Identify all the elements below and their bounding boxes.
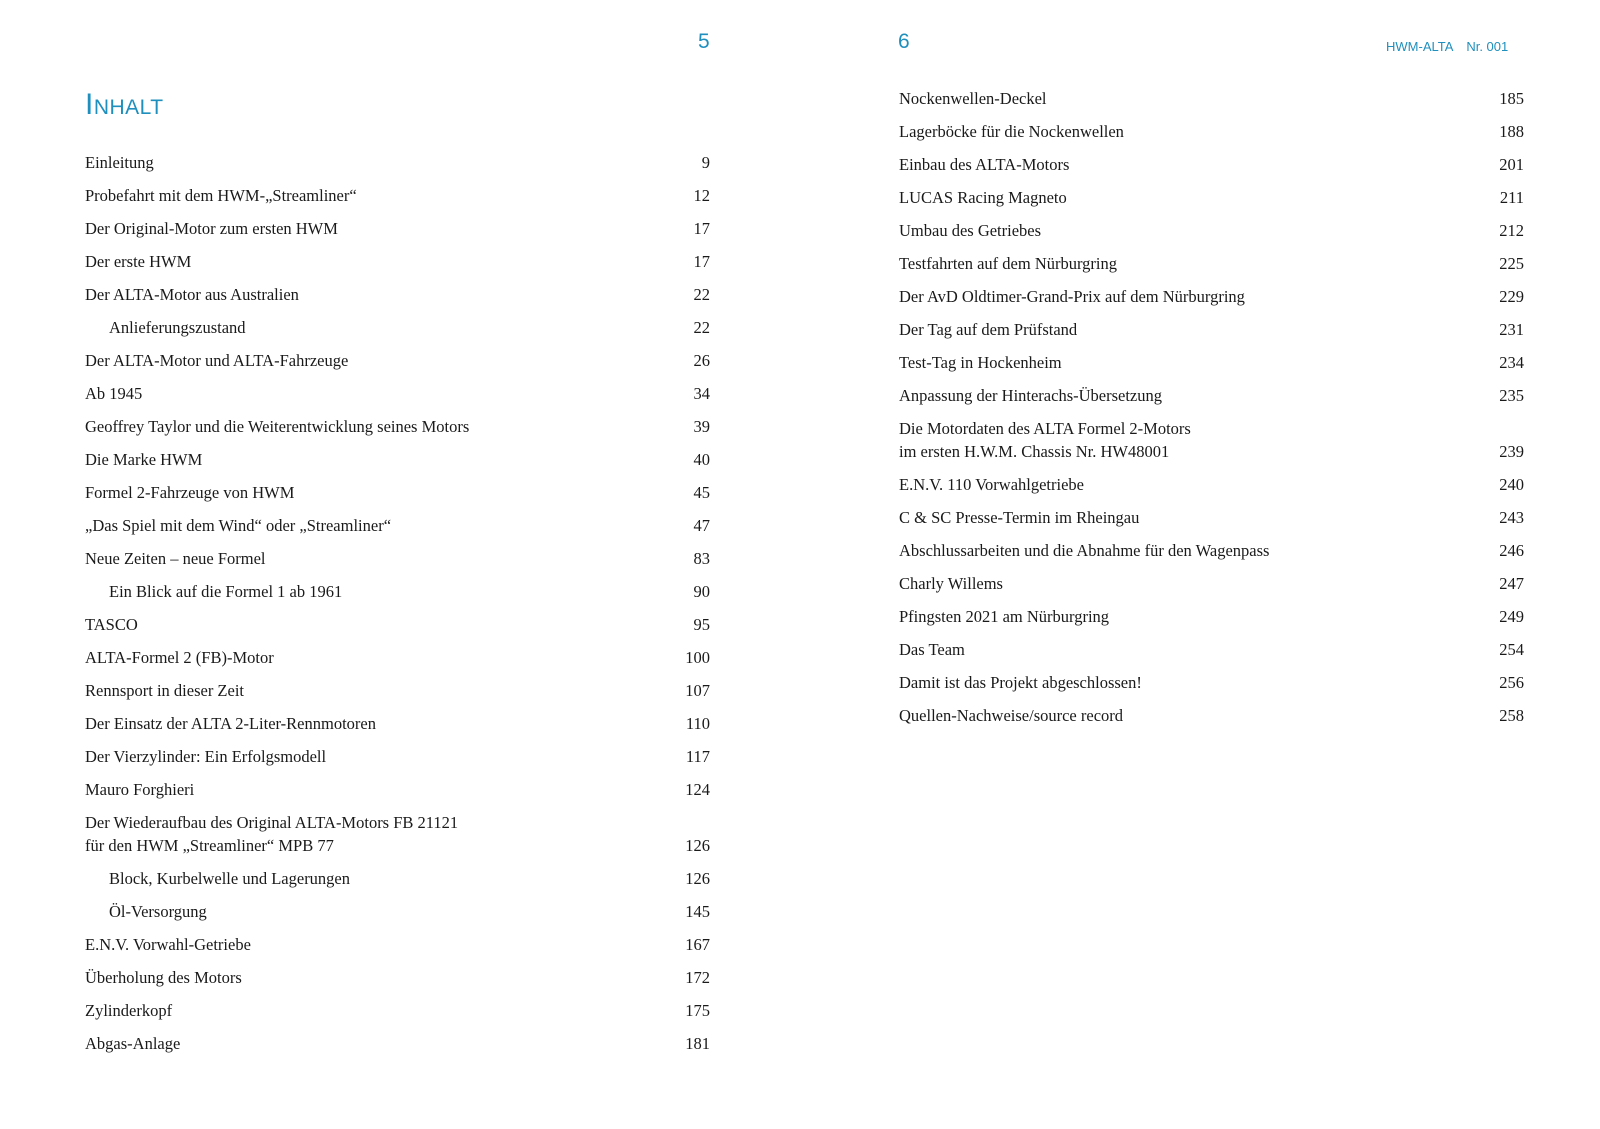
toc-entry (899, 539, 1524, 562)
toc-entry-page-number: 40 (693, 450, 710, 469)
toc-entry-page-number: 17 (693, 219, 710, 238)
toc-entry-label: Umbau des Getriebes (899, 221, 1042, 240)
toc-entry-label: Geoffrey Taylor und die Weiterentwicklung seines Motors (85, 417, 470, 436)
toc-entry-page-number: 249 (1499, 607, 1524, 626)
toc-entry-label: Block, Kurbelwelle und Lagerungen (109, 869, 351, 888)
toc-entry (899, 318, 1524, 341)
toc-entry (899, 572, 1524, 595)
toc-entry (899, 120, 1524, 143)
toc-entry (85, 933, 710, 956)
toc-entry-label: Überholung des Motors (85, 968, 242, 987)
toc-entry-page-number: 95 (693, 615, 710, 634)
toc-entry-label: Der ALTA-Motor aus Australien (85, 285, 299, 304)
toc-entry (899, 153, 1524, 176)
toc-entry-page-number: 167 (685, 935, 710, 954)
toc-entry-page-number: 126 (685, 836, 710, 855)
toc-entry-page-number: 181 (685, 1034, 710, 1053)
toc-entry (85, 547, 710, 570)
toc-entry-page-number: 254 (1499, 640, 1524, 659)
toc-entry (85, 900, 710, 923)
toc-entry (85, 316, 710, 339)
toc-entry-page-number: 39 (693, 417, 710, 436)
toc-entry (85, 679, 710, 702)
toc-entry-label: Lagerböcke für die Nockenwellen (899, 122, 1124, 141)
toc-list-right (899, 87, 1524, 737)
toc-entry (899, 671, 1524, 694)
toc-entry-page-number: 258 (1499, 706, 1524, 725)
page-number-left: 5 (698, 30, 710, 53)
toc-entry-page-number: 126 (685, 869, 710, 888)
toc-entry-label: Quellen-Nachweise/source record (899, 706, 1124, 725)
toc-entry-page-number: 45 (693, 483, 710, 502)
toc-entry-page-number: 117 (685, 747, 710, 766)
toc-entry (899, 219, 1524, 242)
toc-entry-label: Abschlussarbeiten und die Abnahme für den Wagenpass (899, 541, 1270, 560)
toc-entry (899, 605, 1524, 628)
page-number-right: 6 (898, 30, 910, 53)
toc-entry-label: Zylinderkopf (85, 1001, 173, 1020)
toc-entry-page-number: 234 (1499, 353, 1524, 372)
running-header (1386, 39, 1508, 54)
toc-entry-label: Pfingsten 2021 am Nürburgring (899, 607, 1110, 626)
toc-entry (899, 506, 1524, 529)
toc-entry-label: Der AvD Oldtimer-Grand-Prix auf dem Nürburgring (899, 287, 1245, 306)
toc-entry (85, 712, 710, 735)
toc-entry-label: Der Einsatz der ALTA 2-Liter-Rennmotoren (85, 714, 376, 733)
toc-entry-label: Anlieferungszustand (109, 318, 246, 337)
toc-entry-label: E.N.V. 110 Vorwahlgetriebe (899, 475, 1084, 494)
toc-entry-page-number: 47 (693, 516, 710, 535)
toc-entry (85, 283, 710, 306)
toc-entry (85, 646, 710, 669)
toc-entry-label: Damit ist das Projekt abgeschlossen! (899, 673, 1142, 692)
running-header-book: HWM-ALTA (1386, 39, 1453, 54)
toc-entry (85, 415, 710, 438)
toc-entry-label: Neue Zeiten – neue Formel (85, 549, 266, 568)
toc-entry-page-number: 247 (1499, 574, 1524, 593)
toc-entry-page-number: 201 (1499, 155, 1524, 174)
toc-list-left (85, 151, 710, 1065)
toc-entry-label: Testfahrten auf dem Nürburgring (899, 254, 1118, 273)
toc-entry (85, 250, 710, 273)
toc-entry-label: Ab 1945 (85, 384, 143, 403)
toc-entry-label: Das Team (899, 640, 965, 659)
toc-entry-page-number: 26 (693, 351, 710, 370)
right-page (800, 0, 1600, 1129)
toc-entry-page-number: 124 (685, 780, 710, 799)
toc-entry-label: Der Original-Motor zum ersten HWM (85, 219, 338, 238)
toc-entry-label: Der Wiederaufbau des Original ALTA-Motors FB 21121 für den HWM „Streamliner“ MPB 77 (85, 813, 459, 855)
toc-entry-label: Die Motordaten des ALTA Formel 2-Motors im ersten H.W.M. Chassis Nr. HW48001 (899, 419, 1191, 461)
toc-entry-label: Charly Willems (899, 574, 1003, 593)
toc-entry (85, 580, 710, 603)
running-header-issue: Nr. 001 (1466, 39, 1509, 54)
toc-entry-label: Nockenwellen-Deckel (899, 89, 1047, 108)
toc-entry-label: Einleitung (85, 153, 154, 172)
toc-title: Inhalt (85, 88, 164, 121)
toc-entry (85, 481, 710, 504)
toc-entry-page-number: 229 (1499, 287, 1524, 306)
toc-entry-label: Die Marke HWM (85, 450, 203, 469)
toc-entry-page-number: 243 (1499, 508, 1524, 527)
toc-entry-page-number: 12 (693, 186, 710, 205)
toc-entry-page-number: 34 (693, 384, 710, 403)
toc-entry-page-number: 175 (685, 1001, 710, 1020)
toc-entry (85, 999, 710, 1022)
toc-entry-page-number: 256 (1499, 673, 1524, 692)
toc-entry-label: Mauro Forghieri (85, 780, 195, 799)
toc-entry-page-number: 22 (693, 285, 710, 304)
toc-entry-label: TASCO (85, 615, 138, 634)
toc-entry-page-number: 145 (685, 902, 710, 921)
toc-entry-page-number: 225 (1499, 254, 1524, 273)
toc-entry-page-number: 235 (1499, 386, 1524, 405)
toc-entry (899, 638, 1524, 661)
toc-entry (85, 184, 710, 207)
toc-entry-page-number: 211 (1499, 188, 1524, 207)
toc-entry-label: ALTA-Formel 2 (FB)-Motor (85, 648, 274, 667)
toc-entry-page-number: 246 (1499, 541, 1524, 560)
toc-entry (899, 473, 1524, 496)
toc-entry-page-number: 240 (1499, 475, 1524, 494)
toc-entry-page-number: 22 (693, 318, 710, 337)
toc-entry-page-number: 107 (685, 681, 710, 700)
toc-entry (85, 745, 710, 768)
toc-entry (85, 382, 710, 405)
toc-entry-page-number: 239 (1499, 442, 1524, 461)
toc-entry-page-number: 9 (701, 153, 710, 172)
toc-entry-page-number: 17 (693, 252, 710, 271)
toc-entry-label: Der erste HWM (85, 252, 192, 271)
toc-entry (899, 285, 1524, 308)
toc-entry-label: Anpassung der Hinterachs-Übersetzung (899, 386, 1163, 405)
toc-entry-page-number: 188 (1499, 122, 1524, 141)
toc-entry (85, 514, 710, 537)
toc-entry (85, 448, 710, 471)
toc-entry-page-number: 172 (685, 968, 710, 987)
toc-entry-label: Abgas-Anlage (85, 1034, 181, 1053)
toc-entry-label: Test-Tag in Hockenheim (899, 353, 1062, 372)
toc-entry-page-number: 185 (1499, 89, 1524, 108)
toc-entry-label: Formel 2-Fahrzeuge von HWM (85, 483, 295, 502)
toc-entry (899, 417, 1524, 463)
toc-entry (85, 151, 710, 174)
toc-entry (85, 1032, 710, 1055)
toc-entry-label: Rennsport in dieser Zeit (85, 681, 245, 700)
toc-entry-page-number: 100 (685, 648, 710, 667)
toc-entry (899, 186, 1524, 209)
toc-entry-label: Öl-Versorgung (109, 902, 207, 921)
toc-entry (85, 613, 710, 636)
toc-entry-label: Ein Blick auf die Formel 1 ab 1961 (109, 582, 343, 601)
toc-entry-page-number: 83 (693, 549, 710, 568)
toc-entry-page-number: 110 (685, 714, 710, 733)
toc-entry-label: C & SC Presse-Termin im Rheingau (899, 508, 1140, 527)
toc-entry-label: „Das Spiel mit dem Wind“ oder „Streamliner“ (85, 516, 392, 535)
toc-entry (899, 252, 1524, 275)
toc-entry-page-number: 231 (1499, 320, 1524, 339)
toc-entry-label: LUCAS Racing Magneto (899, 188, 1067, 207)
toc-entry-label: Probefahrt mit dem HWM-„Streamliner“ (85, 186, 357, 205)
toc-entry-label: Der Vierzylinder: Ein Erfolgsmodell (85, 747, 327, 766)
toc-entry (85, 778, 710, 801)
toc-entry (85, 867, 710, 890)
toc-entry-label: Der Tag auf dem Prüfstand (899, 320, 1078, 339)
toc-entry (899, 87, 1524, 110)
toc-entry (85, 811, 710, 857)
toc-entry (85, 966, 710, 989)
toc-entry-label: Einbau des ALTA-Motors (899, 155, 1070, 174)
toc-entry (899, 384, 1524, 407)
toc-entry (899, 351, 1524, 374)
toc-entry (85, 349, 710, 372)
toc-entry (85, 217, 710, 240)
toc-entry-page-number: 90 (693, 582, 710, 601)
toc-entry (899, 704, 1524, 727)
toc-entry-page-number: 212 (1499, 221, 1524, 240)
toc-entry-label: Der ALTA-Motor und ALTA-Fahrzeuge (85, 351, 349, 370)
toc-entry-label: E.N.V. Vorwahl-Getriebe (85, 935, 251, 954)
